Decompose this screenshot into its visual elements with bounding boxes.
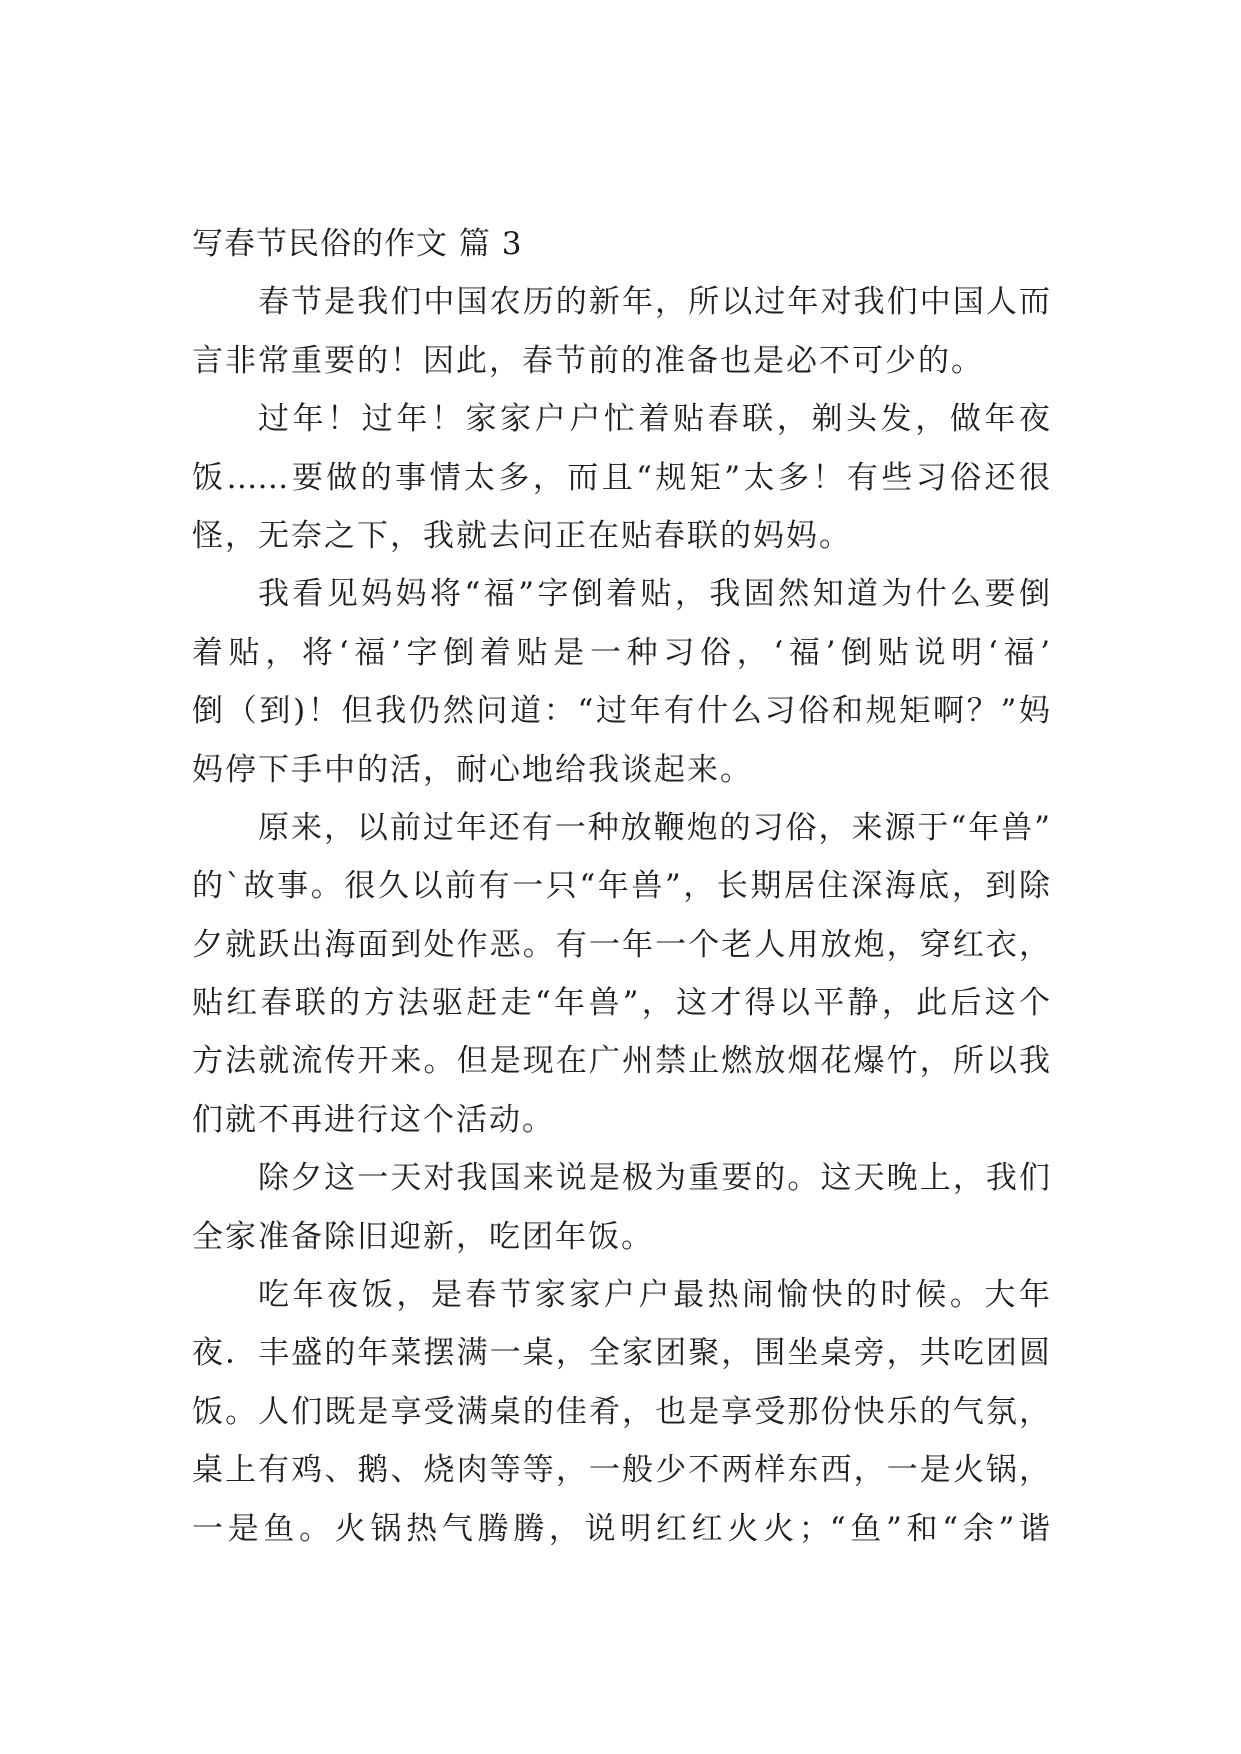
text-line: 过年！过年！家家户户忙着贴春联，剃头发，做年夜	[258, 401, 1050, 438]
paragraph	[192, 390, 1050, 565]
text-line: 我看见妈妈将“福”字倒着贴，我固然知道为什么要倒	[258, 576, 1050, 613]
paragraph	[192, 1149, 1050, 1266]
text-line: 夜．丰盛的年菜摆满一桌，全家团聚，围坐桌旁，共吃团圆	[192, 1335, 1050, 1372]
text-line: 除夕这一天对我国来说是极为重要的。这天晚上，我们	[258, 1160, 1050, 1197]
text-line: 贴红春联的方法驱赶走“年兽”，这才得以平静，此后这个	[192, 985, 1050, 1022]
text-line: 着贴，将‘福’字倒着贴是一种习俗，‘福’倒贴说明‘福’	[192, 634, 1050, 671]
paragraph	[192, 799, 1050, 1149]
text-line: 倒（到)！但我仍然问道：“过年有什么习俗和规矩啊？”妈	[192, 693, 1050, 730]
text-line: 桌上有鸡、鹅、烧肉等等，一般少不两样东西，一是火锅，	[192, 1452, 1050, 1489]
text-line: 春节是我们中国农历的新年，所以过年对我们中国人而	[258, 284, 1050, 321]
paragraph	[192, 565, 1050, 799]
paragraph	[192, 1266, 1050, 1558]
text-line: 一是鱼。火锅热气腾腾，说明红红火火；“鱼”和“余”谐	[192, 1510, 1050, 1547]
text-line: 吃年夜饭，是春节家家户户最热闹愉快的时候。大年	[258, 1277, 1050, 1314]
text-line: 全家准备除旧迎新，吃团年饭。	[192, 1218, 654, 1255]
text-line: 夕就跃出海面到处作恶。有一年一个老人用放炮，穿红衣，	[192, 926, 1050, 963]
text-line: 言非常重要的！因此，春节前的准备也是必不可少的。	[192, 342, 984, 379]
document-title: 写春节民俗的作文 篇 3	[192, 226, 523, 262]
text-line: 原来，以前过年还有一种放鞭炮的习俗，来源于“年兽”	[258, 809, 1050, 846]
text-line: 饭。人们既是享受满桌的佳肴，也是享受那份快乐的气氛，	[192, 1393, 1050, 1430]
text-line: 妈停下手中的活，耐心地给我谈起来。	[192, 751, 753, 788]
text-line: 们就不再进行这个活动。	[192, 1101, 555, 1138]
text-line: 的`故事。很久以前有一只“年兽”，长期居住深海底，到除	[192, 868, 1050, 905]
document-page	[192, 215, 1050, 1558]
paragraph	[192, 273, 1050, 390]
text-line: 饭……要做的事情太多，而且“规矩”太多！有些习俗还很	[192, 459, 1050, 496]
text-line: 方法就流传开来。但是现在广州禁止燃放烟花爆竹，所以我	[192, 1043, 1050, 1080]
text-line: 怪，无奈之下，我就去问正在贴春联的妈妈。	[192, 517, 852, 554]
